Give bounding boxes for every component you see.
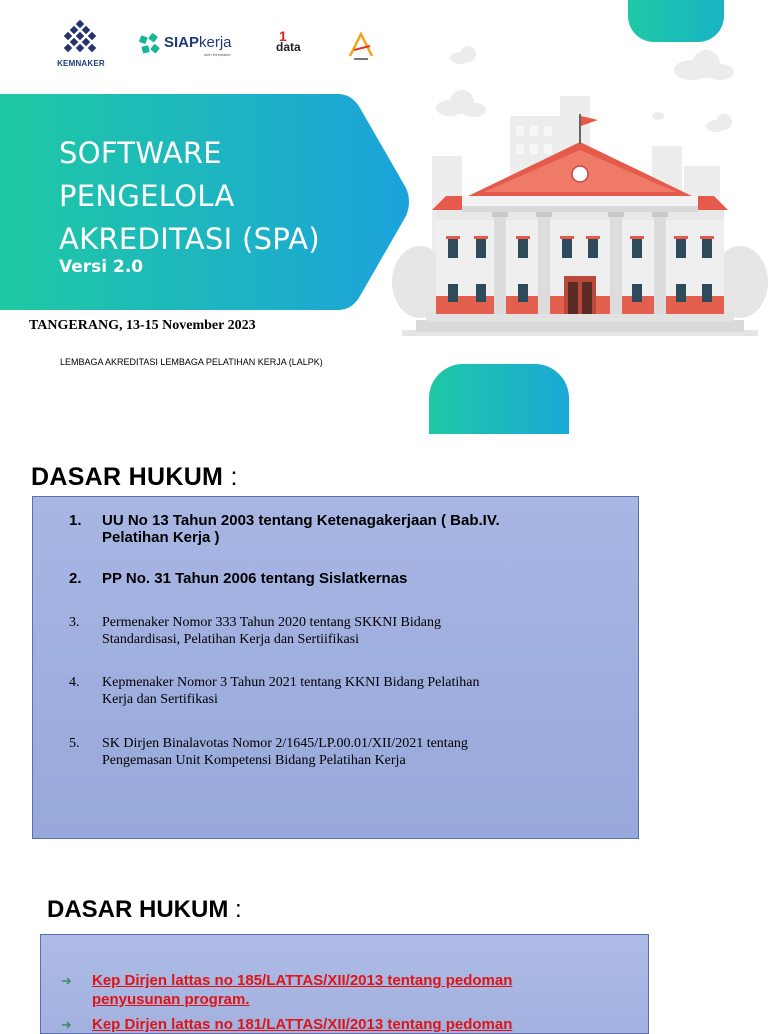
satu-data-word: data xyxy=(276,40,301,54)
kemnaker-emblem-icon xyxy=(62,20,98,56)
satu-data-number: 1 xyxy=(279,28,287,44)
kemnaker-logo xyxy=(50,18,112,72)
bullet-arrow-icon xyxy=(61,1019,75,1031)
legal-basis-bullets: Kep Dirjen lattas no 185/LATTAS/XII/2013 tentang pedoman penyusunan program. Kep Dirjen lattas no 181/LATTAS/XII/2013 tentang pedoman xyxy=(40,934,649,1034)
slide3-title: DASAR HUKUM : xyxy=(47,896,242,923)
legal-basis-list: 1. UU No 13 Tahun 2003 tentang Ketenagakerjaan ( Bab.IV. Pelatihan Kerja ) 2. PP No. 31 Tahun 2006 tentang Sislatkernas 3. Permenaker Nomor 333 Tahun 2020 tentang SKKNI Bidang Standardisasi, Pelatihan Kerja dan Sertiifikasi 4. Kepmenaker Nomor 3 Tahun 2021 tentang KKNI Bidang Pelatihan Kerja dan Sertifikasi 5. SK Dirjen Binalavotas Nomor 2/1645/LP.00.01/XII/2021 tentang Pengemasan Unit Kompetensi Bidang Pelatihan Kerja xyxy=(32,496,639,839)
cover-version: Versi 2.0 xyxy=(59,257,144,277)
kemnaker-logo-text: KEMNAKER xyxy=(57,59,105,68)
event-location-date: TANGERANG, 13-15 November 2023 xyxy=(29,318,256,333)
satu-data-logo xyxy=(272,28,312,62)
bullet-arrow-icon xyxy=(61,975,75,987)
siapkerja-logo xyxy=(138,30,248,60)
siapkerja-emblem-icon xyxy=(138,32,162,56)
decorative-teal-tab-top xyxy=(628,0,724,42)
slide2-title: DASAR HUKUM : xyxy=(31,463,238,491)
building-illustration-icon xyxy=(392,86,768,356)
organization-name: LEMBAGA AKREDITASI LEMBAGA PELATIHAN KERJA (LALPK) xyxy=(60,357,323,367)
title-banner xyxy=(0,94,412,310)
cover-slide xyxy=(0,0,768,434)
cover-title: SOFTWARE PENGELOLA AKREDITASI (SPA) xyxy=(59,136,320,256)
lalpk-logo-icon xyxy=(346,30,376,62)
siapkerja-tagline: oleh Kemnaker xyxy=(204,52,231,57)
siapkerja-logo-text: SIAPkerja xyxy=(164,34,232,51)
decorative-teal-tab-bottom xyxy=(429,364,569,434)
